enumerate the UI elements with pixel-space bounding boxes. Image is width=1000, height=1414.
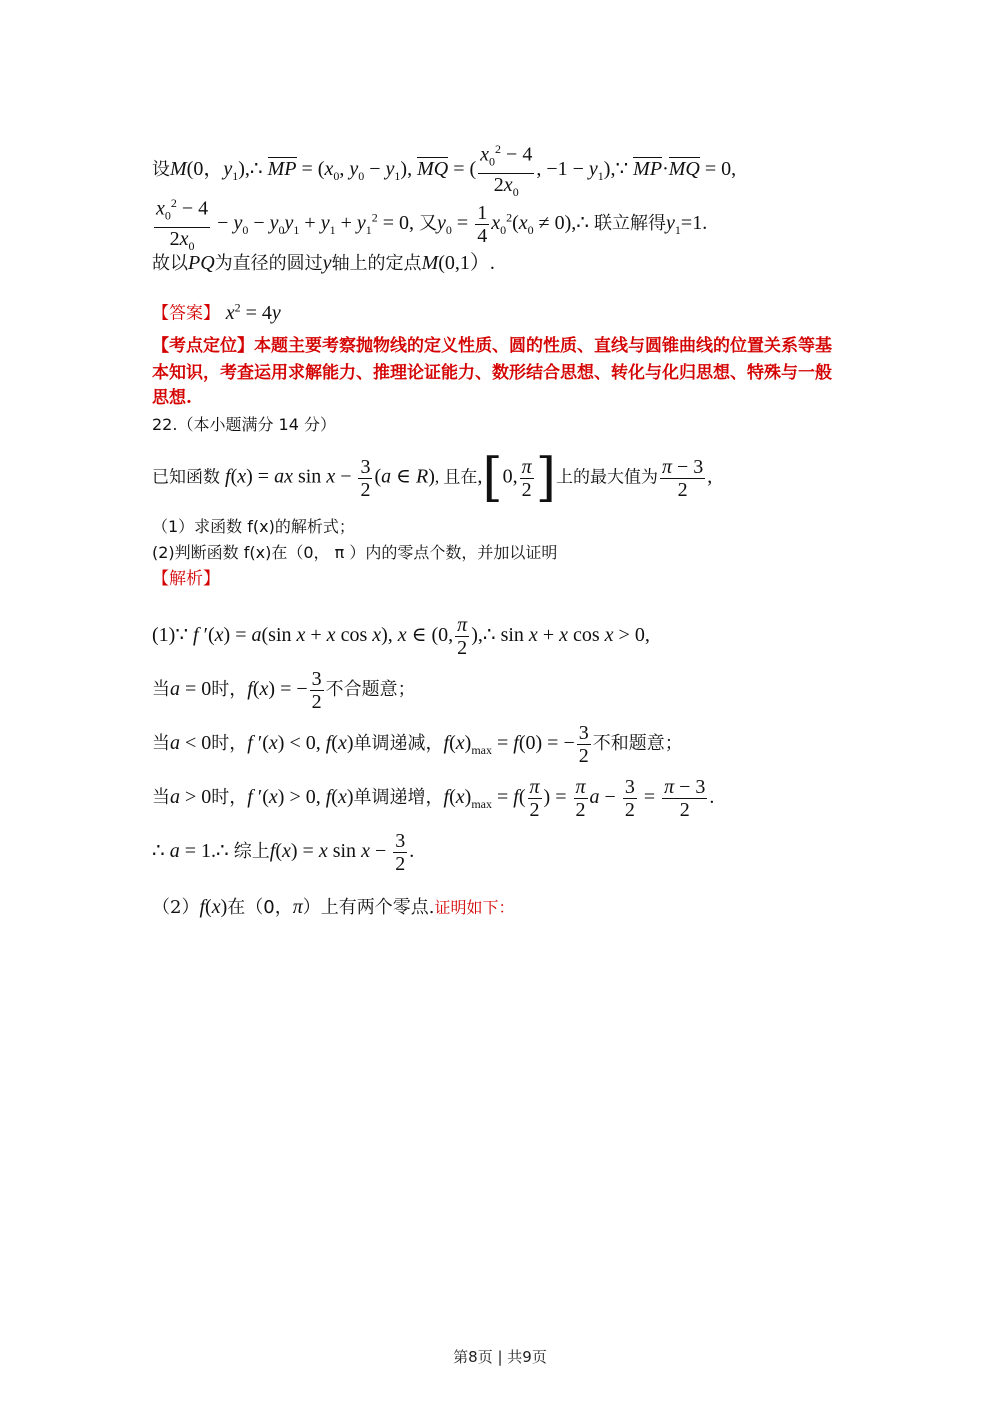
answer-line: 【答案】 $x^2 = 4y$ (152, 300, 281, 324)
solution-line-1: 设M(0，$y_1),\therefore$ MP = ($x_0$, $y_0 - y_1$), MQ = ( $\frac{x_0^2 - 4}{2x_0}$ , $-1 - y_1),\because$ MP·MQ = 0, (152, 138, 736, 203)
frac-x0-2: $\frac{x_0^2 - 4}{2x_0}$ (154, 192, 210, 257)
sol-dijian: 单调递减， (353, 733, 444, 754)
sol-dang-2: 当 (152, 733, 170, 754)
frac-3-2: $\frac{3}{2}$ (360, 455, 371, 501)
jiexi-label: 【解析】 (152, 569, 220, 589)
frac-pi-2: $\frac{\pi}{2}$ (521, 455, 532, 501)
text-point: (0,1）. (438, 252, 495, 274)
sol-shi-2: 时， (211, 733, 248, 754)
text-she: 设 (152, 158, 170, 179)
text-guyi: 故以 (152, 253, 188, 274)
page-footer: 第8页 | 共9页 (453, 1348, 547, 1366)
sol-p2-zero: 0， (263, 897, 293, 918)
sub-question-2: (2)判断函数 f(x)在（0， π ）内的零点个数，并加以证明 (152, 543, 558, 562)
sub-question-1: （1）求函数 f(x)的解析式； (152, 517, 355, 536)
sol-shi-3: 时， (211, 787, 248, 808)
question-22-stem: 已知函数 f(x) = ax sin x − $\frac{3}{2}$ (a ∈ R), 且在,[0, $\frac{\pi}{2}$ ]上的最大值为 $\frac{\pi - 3}{2}$ , (152, 448, 713, 508)
sol-buhe-1: 不合题意； (325, 679, 416, 700)
solution-line-3: 故以PQ为直径的圆过y轴上的定点M(0,1）. (152, 252, 495, 274)
sol-p2-proof: 证明如下： (434, 898, 515, 917)
sol-p2-lingdian: ）上有两个零点. (302, 897, 435, 918)
frac-pi-minus-3b: $\frac{\pi - 3}{2}$ (664, 776, 706, 821)
sol-line-6: （2）f(x)在（0，π）上有两个零点.证明如下： (152, 896, 515, 918)
sol-zongshang: 综上 (233, 841, 270, 862)
frac-3-2b: $\frac{3}{2}$ (311, 668, 322, 713)
sol-dizeng: 单调递增， (353, 787, 444, 808)
kaodian-line-3: 思想. (152, 388, 192, 408)
sol-line-2: 当a = 0时，f(x) = − $\frac{3}{2}$ 不合题意； (152, 668, 416, 713)
sol-line-3: 当a < 0时，f ′(x) < 0, f(x)单调递减，$f(x)_{max} = f(0)$ = − $\frac{3}{2}$ 不和题意； (152, 722, 683, 767)
frac-pi-2c: $\frac{\pi}{2}$ (529, 776, 540, 821)
question-22-header: 22.（本小题满分 14 分） (152, 415, 336, 434)
sol-buhe-2: 不和题意； (592, 733, 683, 754)
frac-3-2d: $\frac{3}{2}$ (624, 776, 635, 821)
stem-text-1: 已知函数 (152, 467, 220, 487)
sol-line-4: 当a > 0时，f ′(x) > 0, f(x)单调递增，$f(x)_{max} = f$( $\frac{\pi}{2}$ ) = $\frac{\pi}{2}$ a − $\frac{3}{2}$ = $\frac{\pi - 3}{2}$ . (152, 776, 715, 821)
solution-line-2: $\frac{x_0^2 - 4}{2x_0}$ − $y_0 - y_0y_1 + y_1 + y_1^2 = 0$, 又$y_0$ = $\frac{1}{4}$ $x_0^2(x_0$ ≠ 0),∴ 联立解得$y_1=1$. (152, 192, 707, 257)
text-lianli: 联立解得 (594, 212, 667, 233)
dot-product-symbol: · (662, 157, 669, 180)
value-y1: 1. (692, 211, 708, 234)
sol-p2-zai: 在（ (227, 897, 264, 918)
kaodian-text-1: 本题主要考察抛物线的定义性质、圆的性质、直线与圆锥曲线的位置关系等基 (254, 336, 832, 356)
sol-line-1: (1)∵ f ′(x) = a(sin x + x cos x), x ∈ (0, $\frac{\pi}{2}$ ),∴ sin x + x cos x > 0, (152, 614, 650, 659)
sol-dang-3: 当 (152, 787, 170, 808)
sol-shi-1: 时， (211, 679, 248, 700)
answer-label: 【答案】 (152, 303, 220, 324)
frac-pi-minus-3: $\frac{\pi - 3}{2}$ (661, 455, 704, 501)
frac-pi-2d: $\frac{\pi}{2}$ (575, 776, 586, 821)
kaodian-label: 【考点定位】 (152, 336, 254, 356)
frac-pi-2b: $\frac{\pi}{2}$ (457, 614, 468, 659)
sol-p2-num: （2） (152, 897, 200, 918)
frac-quarter: $\frac{1}{4}$ (477, 201, 488, 247)
text-dingdian: 轴上的定点 (331, 253, 422, 274)
stem-text-2: , 且在 (434, 467, 478, 487)
sol-line-5: ∴ a = 1.∴ 综上f(x) = x sin x − $\frac{3}{2}$ . (152, 830, 415, 875)
text-zhijing: 为直径的圆过 (214, 253, 323, 274)
frac-3-2e: $\frac{3}{2}$ (395, 830, 406, 875)
sol-dang-1: 当 (152, 679, 170, 700)
stem-text-3: 上的最大值为 (555, 467, 658, 487)
frac-x0: $\frac{x_0^2 - 4}{2x_0}$ (478, 138, 534, 203)
text-you: 又 (419, 212, 438, 233)
kaodian-line-1 (152, 333, 832, 359)
frac-3-2c: $\frac{3}{2}$ (578, 722, 589, 767)
kaodian-line-2: 本知识，考查运用求解能力、推理论证能力、数形结合思想、转化与化归思想、特殊与一般 (152, 363, 832, 383)
